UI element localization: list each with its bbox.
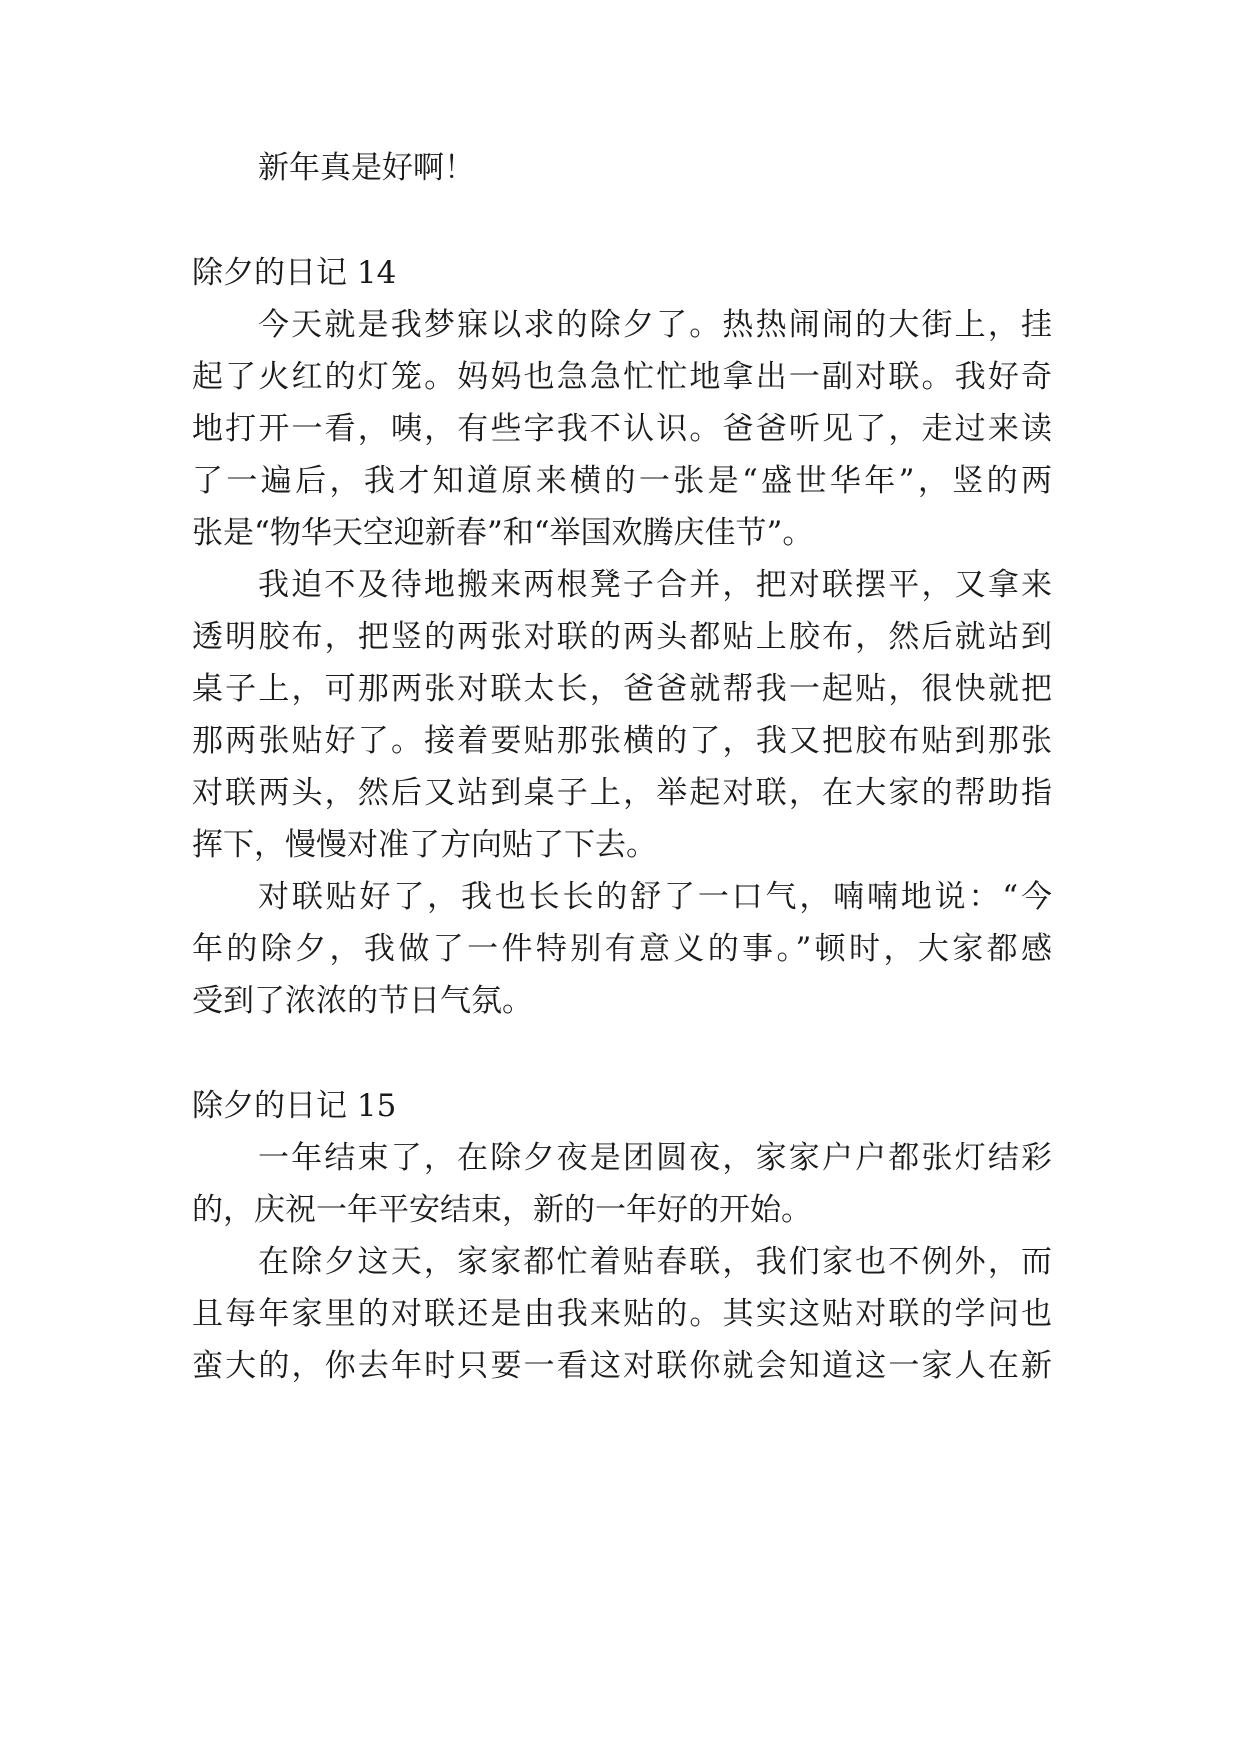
paragraph-line: 蛮大的，你去年时只要一看这对联你就会知道这一家人在新 (192, 1348, 1052, 1384)
paragraph-line: 的，庆祝一年平安结束，新的一年好的开始。 (192, 1192, 812, 1228)
paragraph-line: 一年结束了，在除夕夜是团圆夜，家家户户都张灯结彩 (258, 1140, 1052, 1176)
paragraph-line: 那两张贴好了。接着要贴那张横的了，我又把胶布贴到那张 (192, 723, 1052, 759)
paragraph-line: 对联贴好了，我也长长的舒了一口气，喃喃地说：“今 (258, 879, 1052, 915)
paragraph-line: 对联两头，然后又站到桌子上，举起对联，在大家的帮助指 (192, 775, 1052, 811)
paragraph-line: 地打开一看，咦，有些字我不认识。爸爸听见了，走过来读 (192, 411, 1052, 447)
paragraph-line: 桌子上，可那两张对联太长，爸爸就帮我一起贴，很快就把 (192, 671, 1052, 707)
closing-line: 新年真是好啊！ (258, 150, 475, 186)
paragraph-line: 今天就是我梦寐以求的除夕了。热热闹闹的大街上，挂 (258, 307, 1052, 343)
paragraph-line: 且每年家里的对联还是由我来贴的。其实这贴对联的学问也 (192, 1296, 1052, 1332)
paragraph-line: 起了火红的灯笼。妈妈也急急忙忙地拿出一副对联。我好奇 (192, 359, 1052, 395)
paragraph-line: 透明胶布，把竖的两张对联的两头都贴上胶布，然后就站到 (192, 619, 1052, 655)
paragraph-line: 我迫不及待地搬来两根凳子合并，把对联摆平，又拿来 (258, 567, 1052, 603)
paragraph-line: 了一遍后，我才知道原来横的一张是“盛世华年”，竖的两 (192, 463, 1052, 499)
paragraph-line: 年的除夕，我做了一件特别有意义的事。”顿时，大家都感 (192, 931, 1052, 967)
entry-title: 除夕的日记 15 (192, 1088, 397, 1124)
entry-title: 除夕的日记 14 (192, 255, 397, 291)
paragraph-line: 张是“物华天空迎新春”和“举国欢腾庆佳节”。 (192, 515, 814, 551)
paragraph-line: 受到了浓浓的节日气氛。 (192, 983, 533, 1019)
paragraph-line: 挥下，慢慢对准了方向贴了下去。 (192, 827, 657, 863)
paragraph-line: 在除夕这天，家家都忙着贴春联，我们家也不例外，而 (258, 1244, 1052, 1280)
